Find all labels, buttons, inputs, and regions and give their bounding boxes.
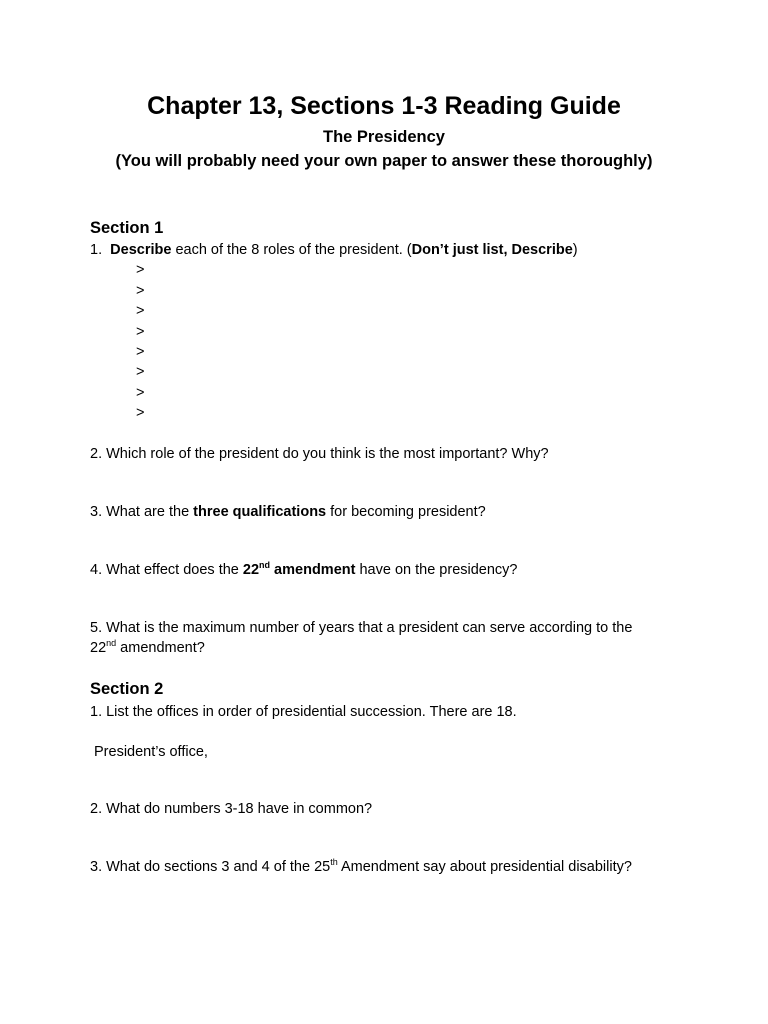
question-bold-amendment: amendment bbox=[270, 562, 356, 578]
section-2-question-3 bbox=[90, 859, 632, 875]
role-bullet-1: > bbox=[136, 262, 145, 278]
role-bullet-8: > bbox=[136, 405, 145, 421]
page-subtitle: The Presidency bbox=[323, 128, 445, 146]
role-bullet-2: > bbox=[136, 283, 145, 299]
succession-list-start: President’s office, bbox=[94, 744, 208, 760]
section-1-question-5-line-1: 5. What is the maximum number of years that a president can serve according to the bbox=[90, 620, 633, 636]
ordinal-superscript: nd bbox=[106, 638, 117, 649]
question-text: 3. What do sections 3 and 4 of the 25 bbox=[90, 859, 331, 875]
section-1-heading: Section 1 bbox=[90, 219, 164, 237]
section-2-heading: Section 2 bbox=[90, 680, 164, 698]
role-bullet-5: > bbox=[136, 344, 145, 360]
section-1-question-2: 2. Which role of the president do you think is the most important? Why? bbox=[90, 446, 549, 462]
instruction-note: (You will probably need your own paper to answer these thoroughly) bbox=[115, 152, 653, 170]
question-text-end: for becoming president? bbox=[326, 504, 486, 520]
role-bullet-6: > bbox=[136, 364, 145, 380]
question-text: each of the 8 roles of the president. ( bbox=[175, 242, 412, 258]
question-text-end: amendment? bbox=[116, 640, 205, 656]
question-bold-qualifications: three qualifications bbox=[193, 504, 327, 520]
question-text: 4. What effect does the bbox=[90, 562, 243, 578]
role-bullet-7: > bbox=[136, 385, 145, 401]
section-1-question-4 bbox=[90, 562, 517, 578]
question-bold-describe: Describe bbox=[110, 242, 172, 258]
ordinal-superscript: nd bbox=[259, 560, 271, 571]
question-bold-amendment-number: 22 bbox=[242, 562, 260, 578]
amendment-number: 22 bbox=[90, 640, 107, 656]
question-text-end: have on the presidency? bbox=[355, 562, 518, 578]
ordinal-superscript: th bbox=[330, 857, 338, 868]
section-1-question-1 bbox=[90, 242, 578, 258]
section-2-question-1: 1. List the offices in order of presidential succession. There are 18. bbox=[90, 704, 517, 720]
question-text-end: ) bbox=[572, 242, 578, 258]
role-bullet-3: > bbox=[136, 303, 145, 319]
question-bold-instruction: Don’t just list, Describe bbox=[411, 242, 573, 258]
section-1-question-3 bbox=[90, 504, 486, 520]
question-number: 1. bbox=[90, 242, 103, 258]
section-1-question-5-line-2 bbox=[90, 640, 205, 656]
question-text: 3. What are the bbox=[90, 504, 194, 520]
question-text-end: Amendment say about presidential disability? bbox=[337, 859, 632, 875]
page-title: Chapter 13, Sections 1-3 Reading Guide bbox=[147, 92, 621, 120]
section-2-question-2: 2. What do numbers 3-18 have in common? bbox=[90, 801, 373, 817]
role-bullet-4: > bbox=[136, 324, 145, 340]
